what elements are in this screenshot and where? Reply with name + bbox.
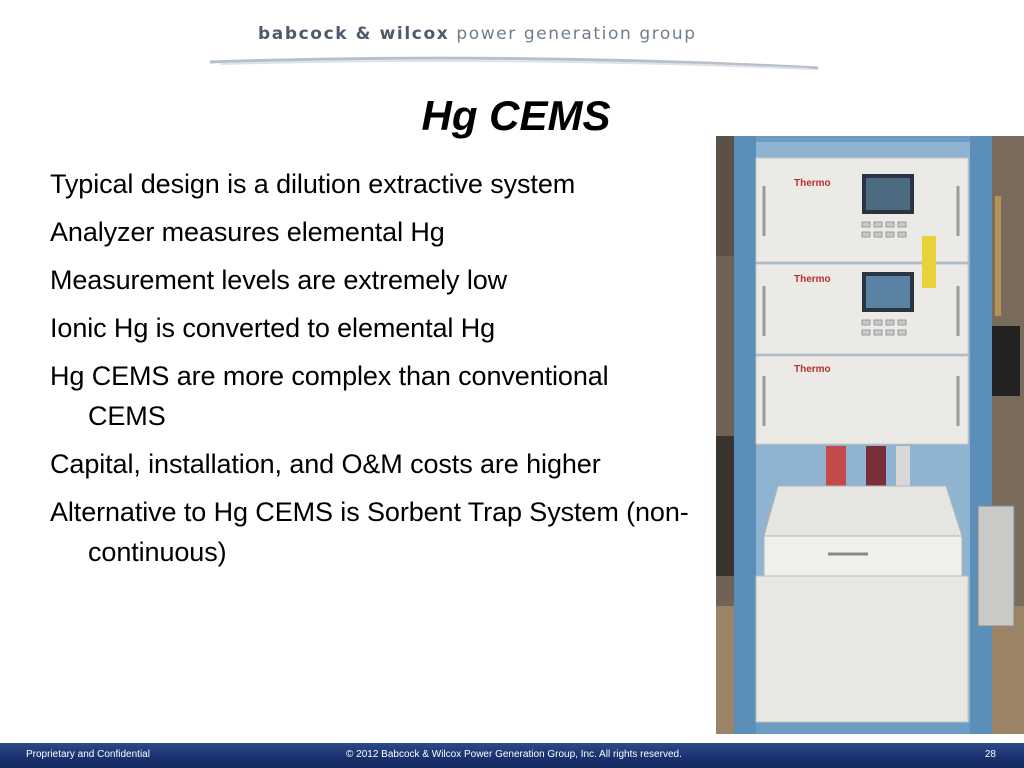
footer-confidential: Proprietary and Confidential: [26, 749, 150, 760]
page-number: 28: [984, 749, 996, 760]
analyzer-brand-label: Thermo: [794, 274, 831, 285]
bullet-item: Alternative to Hg CEMS is Sorbent Trap System (non-continuous): [50, 497, 689, 567]
bullet-item: Ionic Hg is converted to elemental Hg: [50, 313, 496, 343]
bullet-item: Capital, installation, and O&M costs are higher: [50, 449, 601, 479]
slide-header: [0, 0, 1024, 80]
logo-division-name: power generation group: [456, 24, 697, 44]
bullet-list: [50, 164, 690, 580]
bullet-item: Typical design is a dilution extractive system: [50, 169, 576, 199]
company-logo: [258, 24, 697, 44]
footer-copyright: © 2012 Babcock & Wilcox Power Generation Group, Inc. All rights reserved.: [346, 749, 682, 760]
cems-rack-photo: [716, 136, 1024, 734]
bullet-item: Measurement levels are extremely low: [50, 265, 508, 295]
logo-company-name: babcock & wilcox: [258, 24, 450, 44]
bullet-item: Hg CEMS are more complex than conventional CEMS: [50, 361, 609, 431]
drawer: [764, 486, 962, 536]
yellow-tag: [922, 236, 936, 288]
bullet-item: Analyzer measures elemental Hg: [50, 217, 445, 247]
slide-footer: [0, 743, 1024, 768]
analyzer-unit: [756, 356, 968, 444]
analyzer-brand-label: Thermo: [794, 364, 831, 375]
header-swoosh: [210, 48, 820, 74]
analyzer-brand-label: Thermo: [794, 178, 831, 189]
slide-title: Hg CEMS: [421, 92, 611, 139]
